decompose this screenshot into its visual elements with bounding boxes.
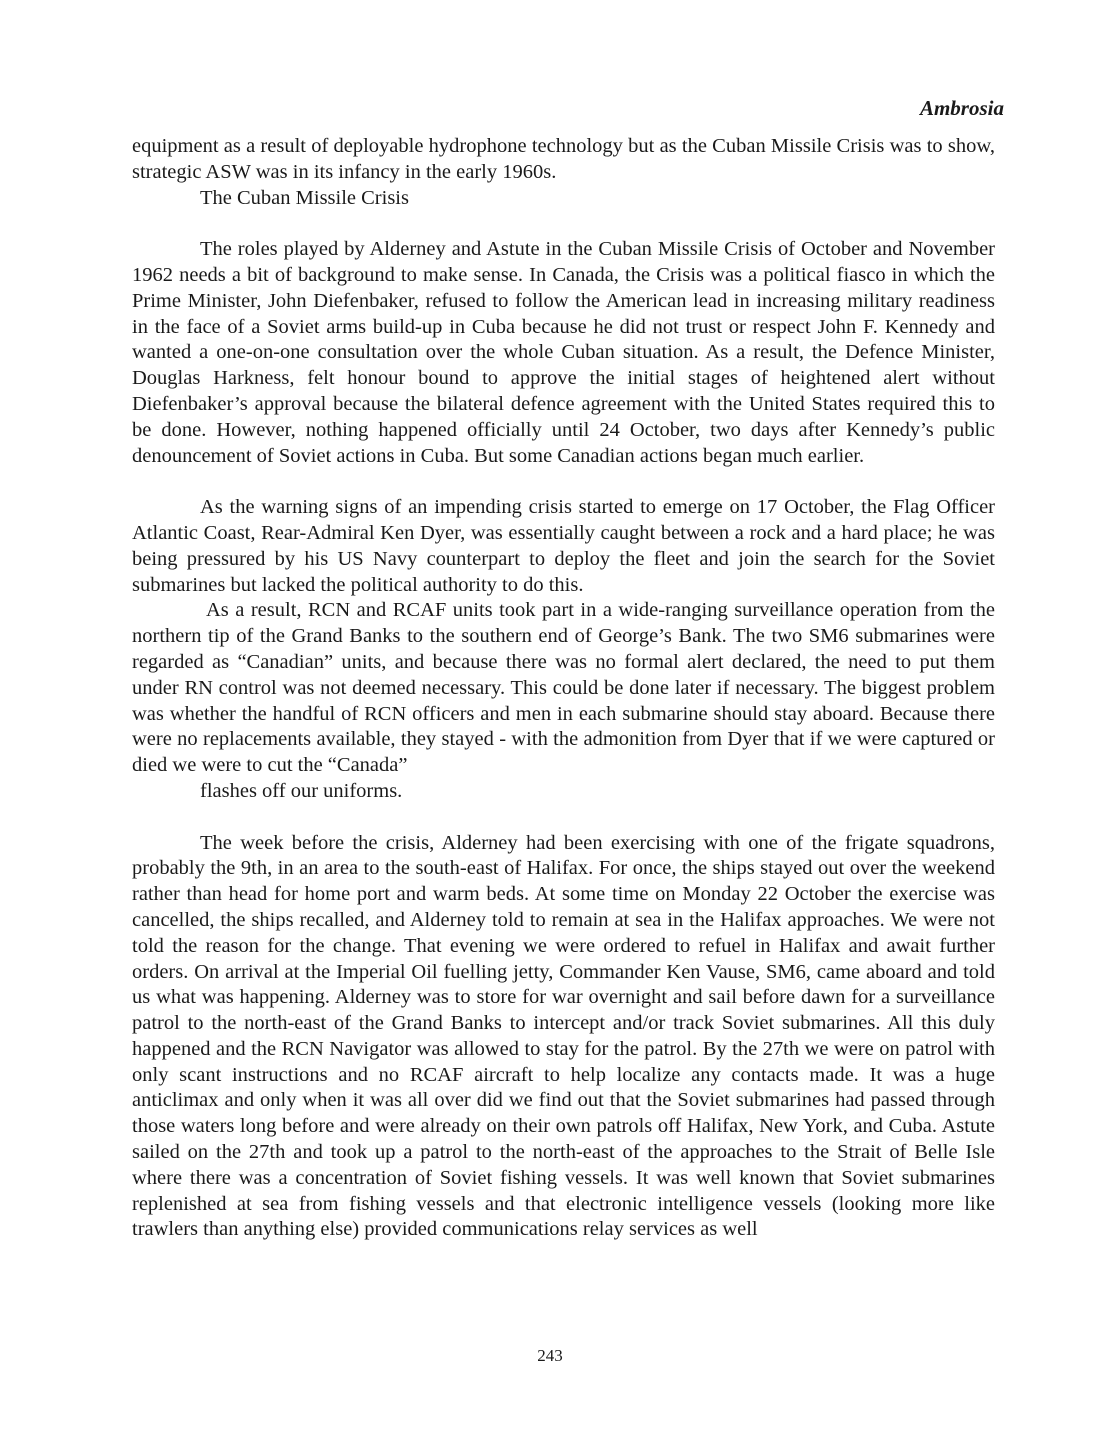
paragraph-warning-signs: As the warning signs of an impending crisis started to emerge on 17 October, the Flag Officer Atlantic Coast, Rear-Admiral Ken Dyer, was essentially caught between a rock and a hard place; he was being pressured by his US Navy counterpart to deploy the fleet and join the search for the Soviet submarines but lacked the political authority to do this. [132, 496, 995, 596]
paragraph-surveillance: As a result, RCN and RCAF units took part in a wide-ranging surveillance operation from the northern tip of the Grand Banks to the southern end of George’s Bank. The two SM6 submarines were regarded as “Canadian” units, and because there was no formal alert declared, the need to put them under RN control was not deemed necessary. This could be done later if necessary. The biggest problem was whether the handful of RCN officers and men in each submarine should stay aboard. Because there were no replacements available, they stayed - with the admonition from Dyer that if we were captured or died we were to cut the “Canada” [132, 599, 995, 777]
page-number: 243 [537, 1346, 563, 1365]
paragraph-continued: equipment as a result of deployable hydrophone technology but as the Cuban Missile Crisis was to show, strategic ASW was in its infancy in the early 1960s. [132, 135, 995, 183]
section-heading: The Cuban Missile Crisis [200, 186, 409, 209]
paragraph-week-before: The week before the crisis, Alderney had been exercising with one of the frigate squadrons, probably the 9th, in an area to the south-east of Halifax. For once, the ships stayed out over the weekend rather than head for home port and warm beds. At some time on Monday 22 October the exercise was cancelled, the ships recalled, and Alderney told to remain at sea in the Halifax approaches. We were not told the reason for the change. That evening we were ordered to refuel in Halifax and await further orders. On arrival at the Imperial Oil fuelling jetty, Commander Ken Vause, SM6, came aboard and told us what was happening. Alderney was to store for war overnight and sail before dawn for a surveillance patrol to the north-east of the Grand Banks to intercept and/or track Soviet submarines. All this duly happened and the RCN Navigator was allowed to stay for the patrol. By the 27th we were on patrol with only scant instructions and no RCAF aircraft to help localize any contacts made. It was a huge anticlimax and only when it was all over did we find out that the Soviet submarines had passed through those waters long before and were already on their own patrols off Halifax, New York, and Cuba. Astute sailed on the 27th and took up a patrol to the north-east of the approaches to the Strait of Belle Isle where there was a concentration of Soviet fishing vessels. It was well known that Soviet submarines replenished at sea from fishing vessels and that electronic intelligence vessels (looking more like trawlers than anything else) provided communications relay services as well [132, 831, 995, 1241]
paragraph-surveillance-tail: flashes off our uniforms. [200, 779, 403, 802]
paragraph-background: The roles played by Alderney and Astute in the Cuban Missile Crisis of October and November 1962 needs a bit of background to make sense. In Canada, the Crisis was a political fiasco in which the Prime Minister, John Diefenbaker, refused to follow the American lead in increasing military readiness in the face of a Soviet arms build-up in Cuba because he did not trust or respect John F. Kennedy and wanted a one-on-one consultation over the whole Cuban situation. As a result, the Defence Minister, Douglas Harkness, felt honour bound to approve the initial stages of heightened alert without Diefenbaker’s approval because the bilateral defence agreement with the United States required this to be done. However, nothing happened officially until 24 October, two days after Kennedy’s public denouncement of Soviet actions in Cuba. But some Canadian actions began much earlier. [132, 238, 995, 467]
body-text [132, 134, 995, 1243]
running-title: Ambrosia [919, 96, 1004, 120]
